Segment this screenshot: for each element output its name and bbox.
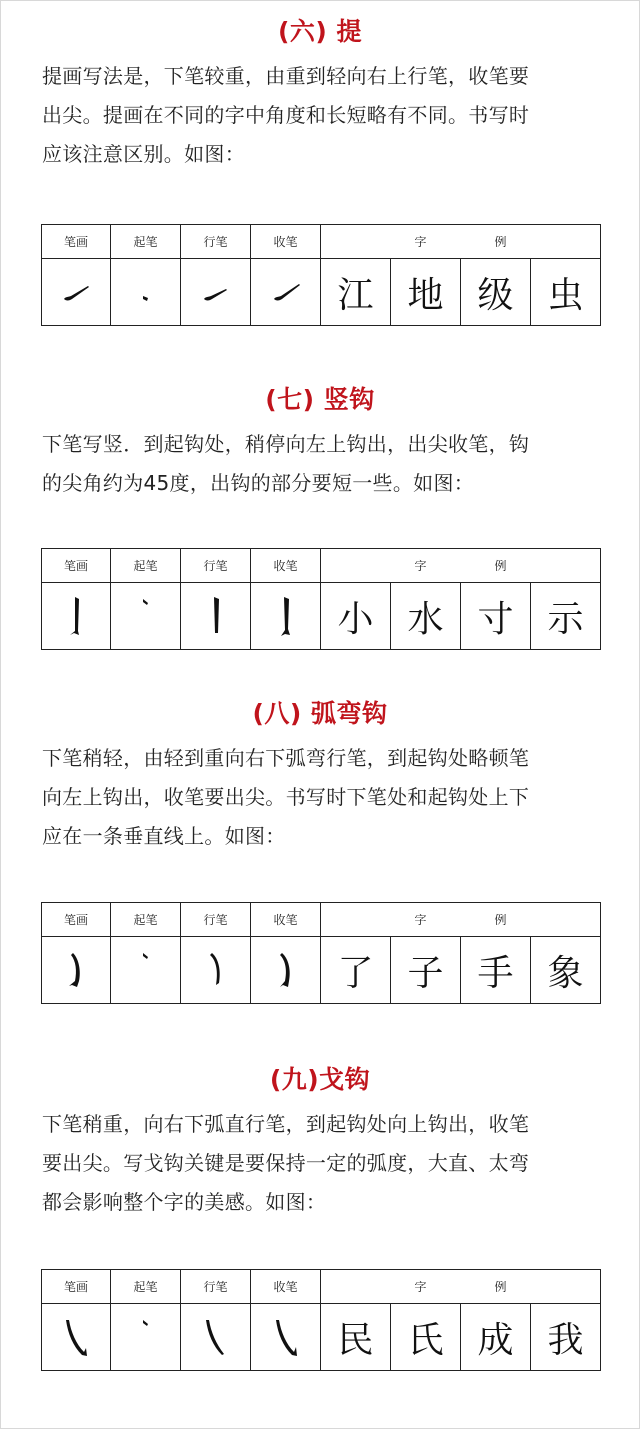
example-character: 手 <box>461 937 531 1004</box>
header-examples: 字 例 <box>321 225 601 259</box>
example-character: 子 <box>391 937 461 1004</box>
example-character: 我 <box>531 1304 601 1371</box>
ge-hook-icon <box>42 1304 111 1371</box>
section-paragraph <box>42 57 598 174</box>
header-moving: 行笔 <box>181 903 251 937</box>
dot-start-icon <box>111 259 181 326</box>
stroke-table <box>41 224 601 326</box>
curved-hook-icon <box>42 937 111 1004</box>
paragraph-line: 下笔稍重，向右下弧直行笔，到起钩处向上钩出，收笔 <box>42 1112 530 1136</box>
example-character: 民 <box>321 1304 391 1371</box>
paragraph-line: 出尖。提画在不同的字中角度和长短略有不同。书写时 <box>42 103 530 127</box>
section-heading: (九)戈钩 <box>269 1065 371 1094</box>
example-character: 象 <box>531 937 601 1004</box>
ge-moving-icon <box>181 1304 251 1371</box>
header-ending: 收笔 <box>251 903 321 937</box>
header-stroke: 笔画 <box>42 1270 111 1304</box>
paragraph-line: 要出尖。写戈钩关键是要保持一定的弧度，大直、太弯 <box>42 1151 530 1175</box>
example-character: 水 <box>391 583 461 650</box>
paragraph-line: 应该注意区别。如图： <box>42 142 245 166</box>
paragraph-line: 下笔稍轻，由轻到重向右下弧弯行笔，到起钩处略顿笔 <box>42 746 530 770</box>
tick-start-icon <box>111 583 181 650</box>
paragraph-line: 应在一条垂直线上。如图： <box>42 824 286 848</box>
header-start: 起笔 <box>111 225 181 259</box>
example-character: 江 <box>321 259 391 326</box>
stroke-table <box>41 902 601 1004</box>
curved-moving-icon <box>181 937 251 1004</box>
example-character: 氏 <box>391 1304 461 1371</box>
vertical-hook-ending-icon <box>251 583 321 650</box>
paragraph-line: 下笔写竖．到起钩处，稍停向左上钩出，出尖收笔，钩 <box>42 432 530 456</box>
header-moving: 行笔 <box>181 225 251 259</box>
header-ending: 收笔 <box>251 549 321 583</box>
section-paragraph <box>42 425 598 503</box>
paragraph-line: 提画写法是，下笔较重，由重到轻向右上行笔，收笔要 <box>42 64 530 88</box>
header-examples: 字 例 <box>321 549 601 583</box>
tick-start-icon <box>111 1304 181 1371</box>
ge-hook-ending-icon <box>251 1304 321 1371</box>
vertical-hook-icon <box>42 583 111 650</box>
header-stroke: 笔画 <box>42 903 111 937</box>
example-character: 寸 <box>461 583 531 650</box>
header-ending: 收笔 <box>251 1270 321 1304</box>
section-heading: (七) 竖钩 <box>265 385 375 414</box>
ti-ending-icon <box>251 259 321 326</box>
vertical-moving-icon <box>181 583 251 650</box>
header-stroke: 笔画 <box>42 225 111 259</box>
header-start: 起笔 <box>111 903 181 937</box>
example-character: 级 <box>461 259 531 326</box>
header-start: 起笔 <box>111 549 181 583</box>
header-moving: 行笔 <box>181 549 251 583</box>
section-ge-hook <box>0 1062 640 1222</box>
header-start: 起笔 <box>111 1270 181 1304</box>
example-character: 成 <box>461 1304 531 1371</box>
header-stroke: 笔画 <box>42 549 111 583</box>
stroke-table <box>41 1269 601 1371</box>
stroke-table <box>41 548 601 650</box>
tick-start-icon <box>111 937 181 1004</box>
header-examples: 字 例 <box>321 903 601 937</box>
header-moving: 行笔 <box>181 1270 251 1304</box>
example-character: 地 <box>391 259 461 326</box>
example-character: 了 <box>321 937 391 1004</box>
example-character: 示 <box>531 583 601 650</box>
paragraph-line: 向左上钩出，收笔要出尖。书写时下笔处和起钩处上下 <box>42 785 530 809</box>
section-paragraph <box>42 1105 598 1222</box>
paragraph-line: 的尖角约为45度，出钩的部分要短一些。如图： <box>42 471 475 495</box>
header-examples: 字 例 <box>321 1270 601 1304</box>
section-paragraph <box>42 739 598 856</box>
curved-hook-ending-icon <box>251 937 321 1004</box>
section-vertical-hook <box>0 382 640 503</box>
header-ending: 收笔 <box>251 225 321 259</box>
paragraph-line: 都会影响整个字的美感。如图： <box>42 1190 327 1214</box>
section-ti <box>0 14 640 174</box>
example-character: 小 <box>321 583 391 650</box>
section-heading: (六) 提 <box>277 17 363 46</box>
example-character: 虫 <box>531 259 601 326</box>
ti-stroke-icon <box>42 259 111 326</box>
section-heading: (八) 弧弯钩 <box>252 699 388 728</box>
section-curved-hook <box>0 696 640 856</box>
ti-moving-icon <box>181 259 251 326</box>
